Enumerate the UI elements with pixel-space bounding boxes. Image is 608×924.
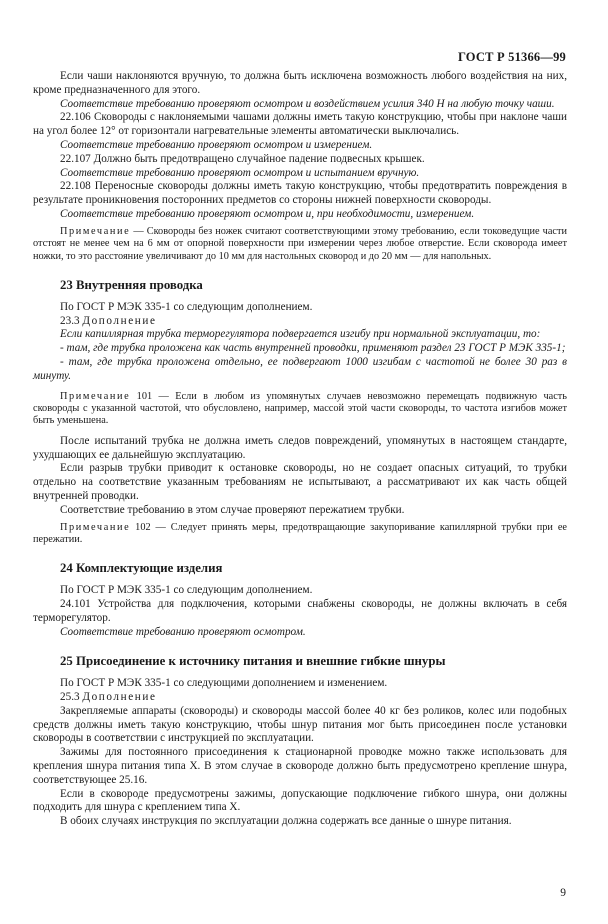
note [33, 391, 567, 428]
paragraph: Если чаши наклоняются вручную, то должна быть исключена возможность любого воздействия на них, кроме предназначенного для этого. [33, 70, 567, 96]
section-heading-24: 24 Комплектующие изделия [60, 561, 223, 576]
note [33, 522, 567, 547]
clause-24-101: 24.101 Устройства для подключения, которыми снабжены сковороды, не должны включать в себя терморегулятор. [33, 597, 567, 624]
section-heading-25: 25 Присоединение к источнику питания и внешние гибкие шнуры [60, 654, 446, 669]
note-label: Примечание [60, 390, 131, 402]
addition-label: Дополнение [82, 314, 157, 327]
paragraph: Закрепляемые аппараты (сковороды) и сковороды массой более 40 кг без роликов, колес или подобных средств должны иметь такую конструкцию, чтобы шнур питания мог быть присоединен после установки сковороды в соответствии с инструкцией по эксплуатации. [33, 704, 567, 745]
clause-25-3 [33, 691, 567, 705]
paragraph: По ГОСТ Р МЭК 335-1 со следующими дополнением и изменением. [60, 677, 388, 690]
note-label: Примечание [60, 225, 131, 237]
paragraph: Если капиллярная трубка терморегулятора подвергается изгибу при нормальной эксплуатации, то: [60, 328, 541, 341]
note-label: Примечание [60, 521, 131, 533]
addition-label: Дополнение [82, 690, 157, 703]
clause-number: 23.3 [60, 314, 83, 327]
paragraph: Зажимы для постоянного присоединения к стационарной проводке можно также использовать для крепления шнура питания типа X. В этом случае в сковороде должно быть предусмотрено крепление шнура, соответствующее 25.16. [33, 746, 567, 786]
compliance-check: Соответствие требованию проверяют осмотром и, при необходимости, измерением. [60, 207, 475, 220]
clause-22-107: 22.107 Должно быть предотвращено случайное падение подвесных крышек. [60, 152, 425, 165]
note-text: 102 — Следует принять меры, предотвращающие закупоривание капиллярной трубки при ее пережатии. [33, 521, 567, 545]
compliance-check: Соответствие требованию проверяют осмотром и измерением. [60, 138, 373, 151]
page-number: 9 [560, 887, 566, 899]
clause-23-3 [33, 315, 567, 329]
compliance-check: Соответствие требованию проверяют осмотром и испытанием вручную. [60, 166, 420, 179]
section-heading-23: 23 Внутренняя проводка [60, 277, 203, 292]
clause-22-108: 22.108 Переносные сковороды должны иметь такую конструкцию, чтобы предотвратить повреждения в результате проникновения посторонних предметов со стороны нижней поверхности сковороды. [33, 180, 567, 207]
paragraph: Если разрыв трубки приводит к остановке сковороды, но не создает опасных ситуаций, то трубки отдельно на соответствие указанным требованиям не испытывают, а рассматривают их как часть общей внутренней проводки. [33, 462, 567, 502]
paragraph: В обоих случаях инструкция по эксплуатации должна содержать все данные о шнуре питания. [60, 815, 512, 828]
paragraph: По ГОСТ Р МЭК 335-1 со следующим дополнением. [60, 300, 313, 313]
list-item: - там, где трубка проложена как часть внутренней проводки, применяют раздел 23 ГОСТ Р МЭК 335-1; [60, 342, 566, 355]
paragraph: Если в сковороде предусмотрены зажимы, допускающие подключение гибкого шнура, они должны подходить для шнура с креплением типа X. [33, 787, 567, 814]
note-text: — Сковороды без ножек считают соответствующими этому требованию, если токоведущие части отстоят не менее чем на 6 мм от опорной поверхности при измерении через любое отверстие. Если сковорода имеет ножки, то это расстояние увеличивают до 10 мм для настольных сковород и до 20 мм — для напольных. [33, 225, 567, 262]
compliance-check: Соответствие требованию проверяют осмотром и воздействием усилия 340 Н на любую точку чаши. [60, 97, 555, 110]
page-body [33, 70, 567, 829]
compliance-check: Соответствие требованию проверяют осмотром. [60, 625, 306, 638]
document-code: ГОСТ Р 51366—99 [457, 50, 566, 64]
list-item: - там, где трубка проложена отдельно, ее подвергают 1000 изгибам с частотой не более 30 раз в минуту. [33, 355, 567, 382]
paragraph: Соответствие требованию в этом случае проверяют пережатием трубки. [60, 503, 405, 516]
paragraph: По ГОСТ Р МЭК 335-1 со следующим дополнением. [60, 584, 313, 597]
paragraph: После испытаний трубка не должна иметь следов повреждений, упомянутых в настоящем стандарте, ухудшающих ее дальнейшую эксплуатацию. [33, 434, 567, 461]
clause-22-106: 22.106 Сковороды с наклоняемыми чашами должны иметь такую конструкцию, чтобы при наклоне чаши на угол более 12° от горизонтали нагревательные элементы автоматически выключались. [33, 111, 567, 138]
clause-number: 25.3 [60, 690, 83, 703]
note-text: 101 — Если в любом из упомянутых случаев невозможно перемещать подвижную часть сковороды с указанной частотой, что обусловлено, например, массой этой части сковороды, то частота изгибов может быть уменьшена. [33, 390, 567, 427]
note [33, 226, 567, 263]
